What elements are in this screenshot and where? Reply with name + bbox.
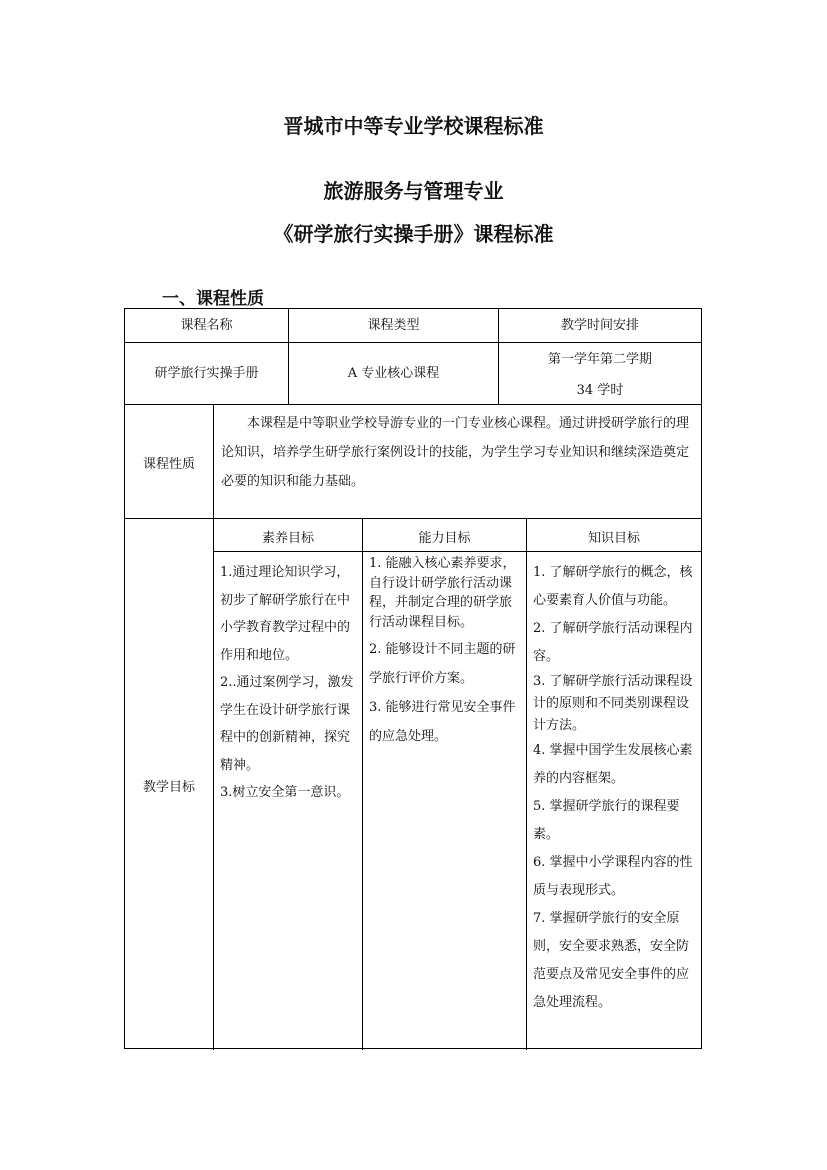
ability-list (369, 554, 521, 751)
header-schedule: 教学时间安排 (560, 318, 639, 333)
course-type-value: A 专业核心课程 (347, 366, 440, 381)
hours-value: 34 学时 (576, 383, 624, 398)
header-course-type: 课程类型 (367, 318, 420, 333)
literacy-list (220, 559, 356, 807)
header-literacy: 素养目标 (261, 531, 314, 546)
header-course-name: 课程名称 (180, 318, 233, 333)
literacy-item: 3.树立安全第一意识。 (220, 785, 350, 800)
major-title: 旅游服务与管理专业 (323, 179, 504, 203)
knowledge-item: 3. 了解研学旅行活动课程设计的原则和不同类别课程设计方法。 (533, 674, 693, 733)
goals-label: 教学目标 (142, 780, 195, 795)
knowledge-item: 4. 掌握中国学生发展核心素养的内容框架。 (533, 743, 693, 786)
course-table (124, 308, 702, 1049)
literacy-item: 2..通过案例学习，激发学生在设计研学旅行课程中的创新精神，探究精神。 (220, 675, 354, 773)
knowledge-item: 5. 掌握研学旅行的课程要素。 (533, 799, 680, 842)
knowledge-list (533, 559, 697, 1017)
course-name-value: 研学旅行实操手册 (154, 366, 259, 381)
knowledge-item: 2. 了解研学旅行活动课程内容。 (533, 621, 693, 664)
school-title: 晋城市中等专业学校课程标准 (283, 114, 544, 138)
ability-item: 3. 能够进行常见安全事件的应急处理。 (369, 700, 516, 744)
header-ability: 能力目标 (418, 531, 471, 546)
ability-item: 1. 能融入核心素养要求，自行设计研学旅行活动课程，并制定合理的研学旅行活动课程目标。 (369, 556, 516, 630)
header-knowledge: 知识目标 (587, 531, 640, 546)
literacy-item: 1.通过理论知识学习，初步了解研学旅行在中小学教育教学过程中的作用和地位。 (220, 565, 351, 663)
section-heading: 一、课程性质 (162, 289, 264, 309)
knowledge-item: 6. 掌握中小学课程内容的性质与表现形式。 (533, 855, 693, 898)
knowledge-item: 1. 了解研学旅行的概念，核心要素育人价值与功能。 (533, 565, 693, 608)
semester-value: 第一学年第二学期 (547, 352, 652, 367)
nature-label: 课程性质 (142, 457, 195, 472)
ability-item: 2. 能够设计不同主题的研学旅行评价方案。 (369, 642, 516, 686)
knowledge-item: 7. 掌握研学旅行的安全原则，安全要求熟悉，安全防范要点及常见安全事件的应急处理流程。 (533, 911, 690, 1010)
course-title: 《研学旅行实操手册》课程标准 (273, 222, 554, 246)
nature-text: 本课程是中等职业学校导游专业的一门专业核心课程。通过讲授研学旅行的理论知识，培养学生研学旅行案例设计的技能，为学生学习专业知识和继续深造奠定必要的知识和能力基础。 (221, 416, 690, 489)
